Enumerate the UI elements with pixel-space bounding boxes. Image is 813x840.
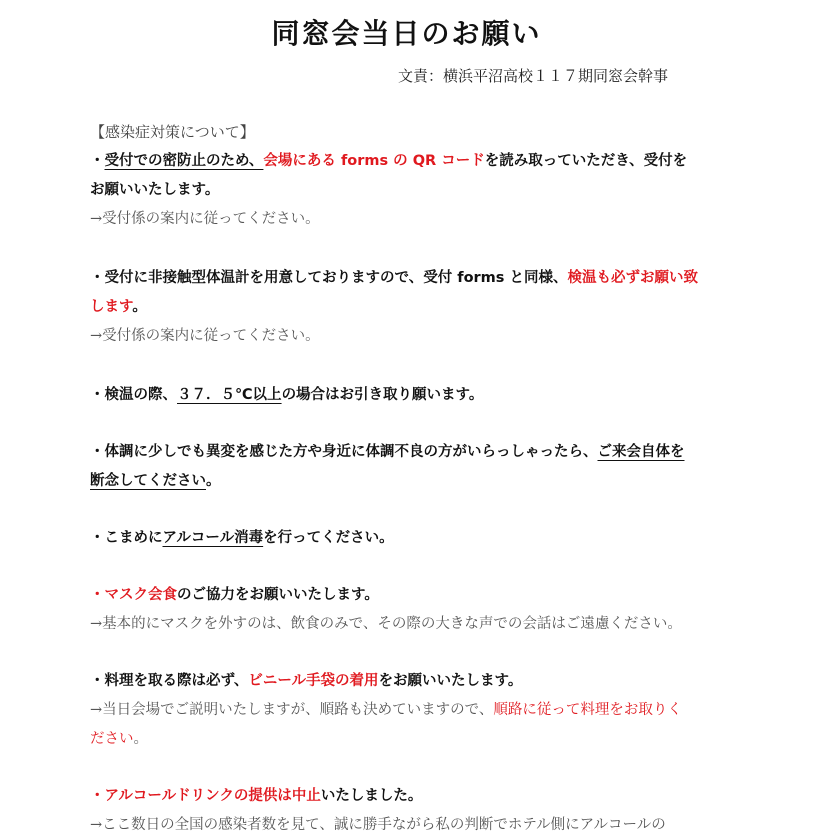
note-text: 。 xyxy=(133,731,148,747)
note-text: →当日会場でご説明いたしますが、順路も決めていますので、 xyxy=(90,702,494,718)
note-mask-dining: →基本的にマスクを外すのは、飲食のみで、その際の大きな声での会話はご遠慮ください。 xyxy=(90,616,682,632)
item-text: ・検温の際、 xyxy=(90,387,177,403)
highlight-text: アルコールドリンクの提供は中止 xyxy=(104,788,321,804)
highlight-text: します xyxy=(90,299,133,315)
underlined-text: ご来会自体を xyxy=(597,444,685,460)
item-text: ・受付に非接触型体温計を用意しておりますので、受付 forms と同様、 xyxy=(90,270,568,286)
highlight-text: 順路に従って料理をお取りく xyxy=(493,702,682,718)
item-health-condition-line2 xyxy=(90,467,740,496)
item-text: をお願いいたします。 xyxy=(378,673,523,689)
item-text: ・料理を取る際は必ず、 xyxy=(90,673,249,689)
item-vinyl-gloves xyxy=(90,667,740,696)
note-reception-staff: →受付係の案内に従ってください。 xyxy=(90,211,320,227)
item-mask-dining xyxy=(90,581,740,610)
item-temperature-check-line2 xyxy=(90,293,740,322)
item-reception-density-line2: お願いいたします。 xyxy=(90,182,220,198)
item-alcohol-drinks xyxy=(90,782,740,811)
bullet: ・ xyxy=(90,788,105,804)
author-line: 文責：横浜平沼高校１１７期同窓会幹事 xyxy=(398,67,669,85)
item-text: の場合はお引き取り願います。 xyxy=(281,387,484,403)
item-reception-density xyxy=(90,147,740,176)
highlight-text: 会場にある forms の QR コード xyxy=(263,153,485,169)
item-health-condition xyxy=(90,438,740,467)
item-disinfection xyxy=(90,524,740,553)
bullet: ・ xyxy=(90,153,105,169)
note-alcohol-drinks: →ここ数日の全国の感染者数を見て、誠に勝手ながら私の判断でホテル側にアルコールの xyxy=(90,817,666,833)
item-text: を読み取っていただき、受付を xyxy=(484,153,688,169)
underlined-text: 受付での密防止のため、 xyxy=(104,153,264,169)
item-text: を行ってください。 xyxy=(263,530,394,546)
bullet: ・ xyxy=(90,587,105,603)
note-food-route xyxy=(90,696,740,725)
item-fever-threshold xyxy=(90,381,740,410)
document-body xyxy=(90,118,740,840)
highlight-text: 検温も必ずお願い致 xyxy=(567,270,698,286)
item-temperature-check xyxy=(90,264,740,293)
note-food-route-line2 xyxy=(90,725,740,754)
highlight-text: ビニール手袋の着用 xyxy=(248,673,379,689)
underlined-text: ３７．５℃以上 xyxy=(177,387,282,403)
underlined-text: アルコール消毒 xyxy=(162,530,264,546)
highlight-text: ださい xyxy=(90,731,134,747)
underlined-text: 断念してください xyxy=(90,473,206,489)
section-heading: 【感染症対策について】 xyxy=(90,123,255,141)
note-reception-staff-2: →受付係の案内に従ってください。 xyxy=(90,328,320,344)
item-text: ・体調に少しでも異変を感じた方や身近に体調不良の方がいらっしゃったら、 xyxy=(90,444,598,460)
item-text: ・こまめに xyxy=(90,530,163,546)
highlight-text: マスク会食 xyxy=(104,587,177,603)
item-text: いたしました。 xyxy=(320,788,423,804)
item-text: のご協力をお願いいたします。 xyxy=(177,587,379,603)
item-text: 。 xyxy=(132,299,147,315)
item-text: 。 xyxy=(206,473,221,489)
page-title: 同窓会当日のお願い xyxy=(271,17,542,50)
